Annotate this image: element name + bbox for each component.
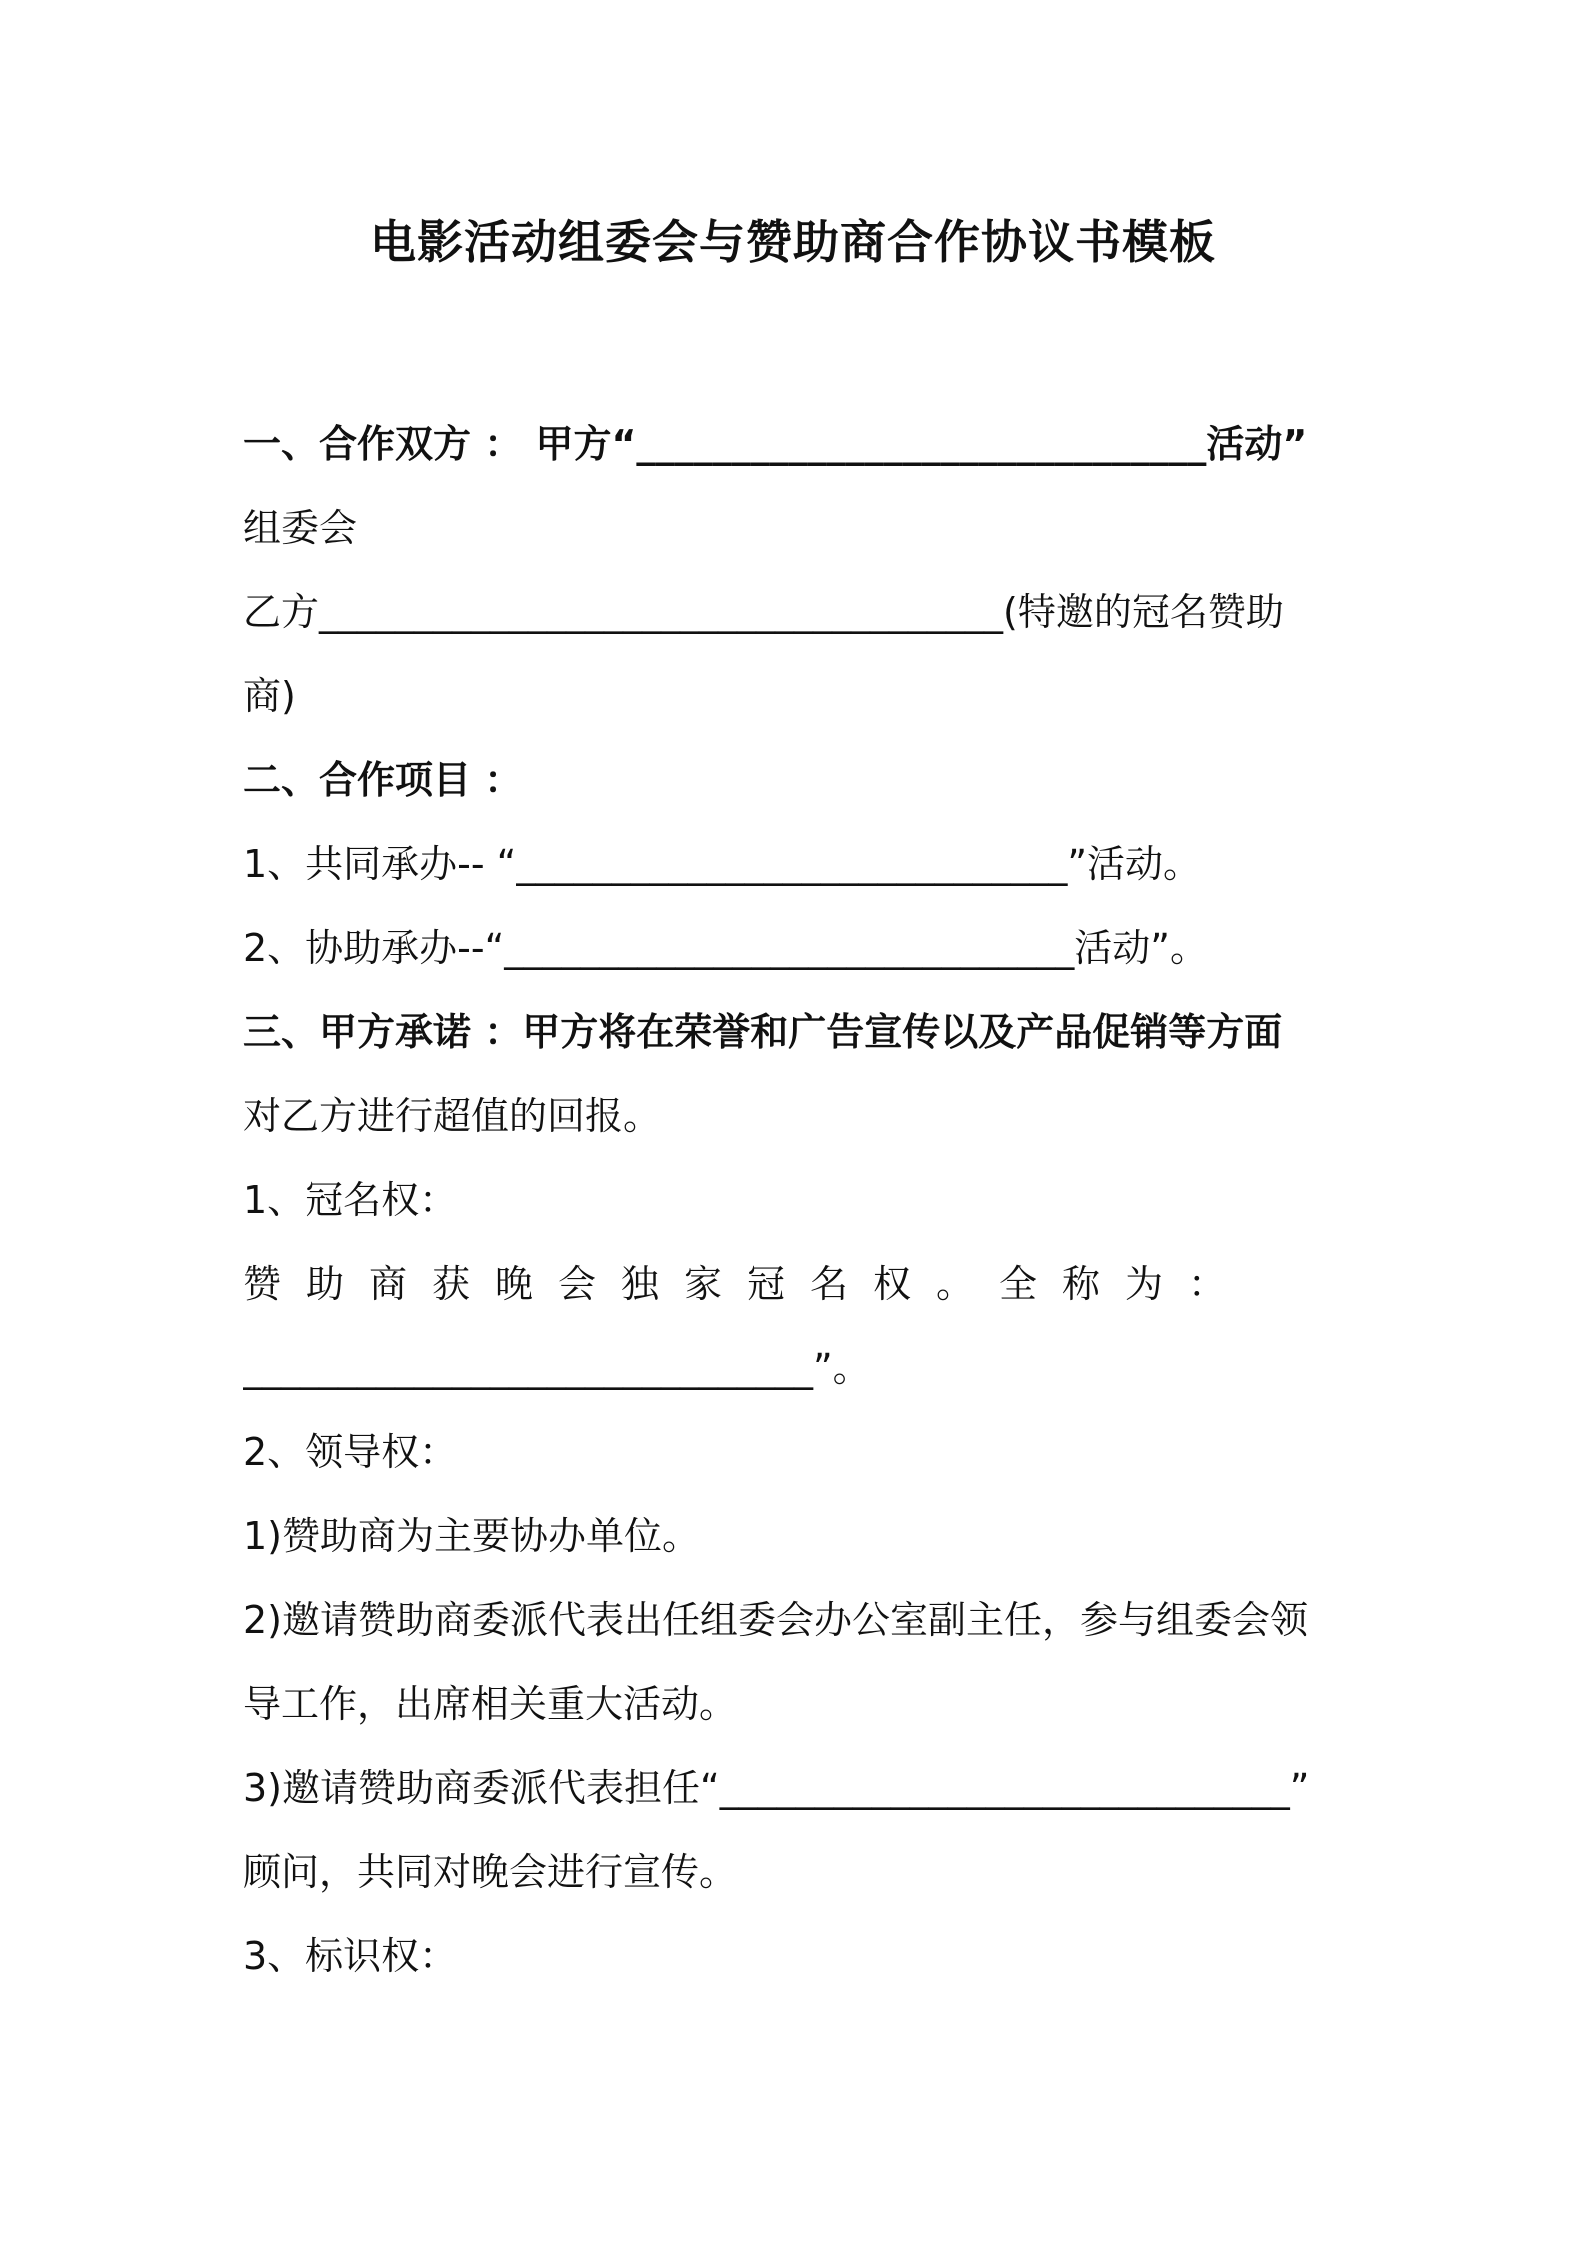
section-parties-line: 一、合作双方 ： 甲方“______________________________活动” — [243, 422, 1308, 466]
item-co-host: 1、共同承办-- “_____________________________”活动。 — [243, 842, 1202, 886]
right-logo-heading: 3、标识权： — [243, 1934, 458, 1978]
document-body — [243, 402, 1351, 1998]
naming-right-text: 赞助商获晚会独家冠名权。全称为： — [243, 1262, 1252, 1306]
leadership-item-2: 2)邀请赞助商委派代表出任组委会办公室副主任，参与组委会领 — [243, 1598, 1309, 1642]
naming-right-blank: ______________________________”。 — [243, 1346, 871, 1390]
right-naming-heading: 1、冠名权： — [243, 1178, 458, 1222]
leadership-item-2-continuation: 导工作，出席相关重大活动。 — [243, 1682, 738, 1726]
section-party-a-commitment: 三、甲方承诺 ：甲方将在荣誉和广告宣传以及产品促销等方面 — [243, 1010, 1283, 1054]
leadership-item-3: 3)邀请赞助商委派代表担任“______________________________” — [243, 1766, 1310, 1810]
document-title: 电影活动组委会与赞助商合作协议书模板 — [370, 215, 1216, 269]
leadership-item-3-continuation: 顾问，共同对晚会进行宣传。 — [243, 1850, 738, 1894]
party-b-line: 乙方____________________________________(特邀的冠名赞助 — [243, 590, 1284, 634]
party-a-continuation: 组委会 — [243, 506, 358, 550]
item-assist-host: 2、协助承办--“______________________________活动”。 — [243, 926, 1208, 970]
right-leadership-heading: 2、领导权： — [243, 1430, 458, 1474]
section-cooperation-items: 二、合作项目 ： — [243, 758, 523, 802]
leadership-item-1: 1)赞助商为主要协办单位。 — [243, 1514, 701, 1558]
party-b-continuation: 商) — [243, 674, 296, 718]
commitment-continuation: 对乙方进行超值的回报。 — [243, 1094, 662, 1138]
